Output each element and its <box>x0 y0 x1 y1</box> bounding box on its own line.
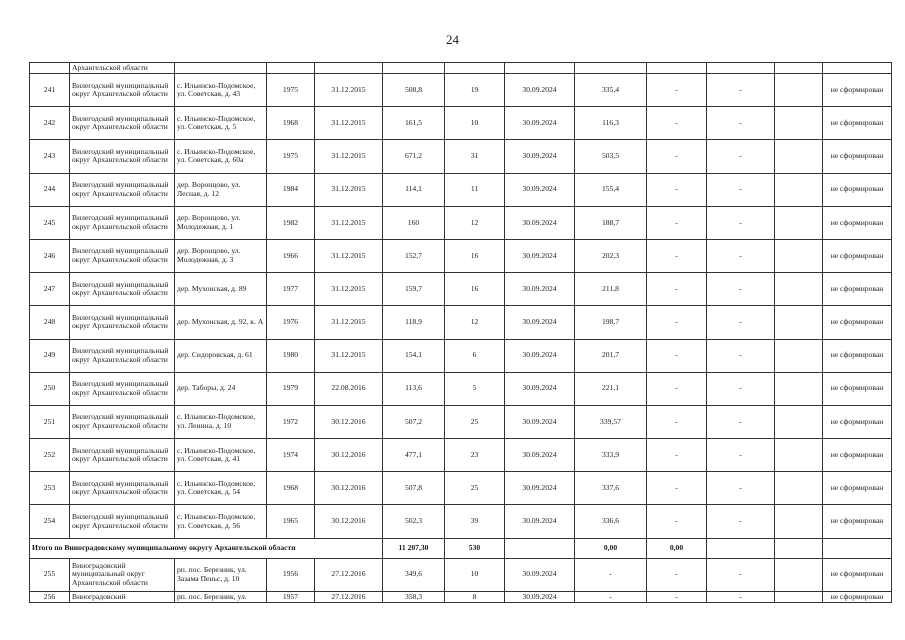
resettled-area-cell: 155,4 <box>575 173 647 206</box>
col10-cell: - <box>647 306 707 339</box>
recognition-date-cell: 27.12.2016 <box>315 591 383 602</box>
col10-cell: - <box>647 505 707 538</box>
recognition-date-cell: 30.12.2016 <box>315 405 383 438</box>
district-cell: Вилегодский муниципальный округ Архангельской области <box>70 140 175 173</box>
residents-cell: 25 <box>445 405 505 438</box>
status-cell: не сформирован <box>823 173 892 206</box>
row-number-cell: 252 <box>30 439 70 472</box>
area-cell: 508,8 <box>383 74 445 107</box>
resettled-area-cell: 221,1 <box>575 372 647 405</box>
row-number-cell: 243 <box>30 140 70 173</box>
col11-cell: - <box>707 558 775 591</box>
deadline-cell: 30.09.2024 <box>505 439 575 472</box>
residents-cell: 19 <box>445 74 505 107</box>
recognition-date-cell: 31.12.2015 <box>315 140 383 173</box>
row-number-cell: 246 <box>30 239 70 272</box>
row-number-cell: 254 <box>30 505 70 538</box>
col12-cell <box>775 273 823 306</box>
status-cell: не сформирован <box>823 439 892 472</box>
col12-cell <box>775 74 823 107</box>
status-cell: не сформирован <box>823 339 892 372</box>
col11-cell: - <box>707 472 775 505</box>
residents-cell: 8 <box>445 591 505 602</box>
deadline-cell: 30.09.2024 <box>505 591 575 602</box>
table-body <box>30 63 892 603</box>
row-number-cell: 249 <box>30 339 70 372</box>
table-row <box>30 140 892 173</box>
year-cell: 1976 <box>267 306 315 339</box>
address-cell: с. Ильинско-Подомское, ул. Советская, д. 5 <box>175 107 267 140</box>
row-number-cell: 241 <box>30 74 70 107</box>
year-cell: 1977 <box>267 273 315 306</box>
district-cell: Вилегодский муниципальный округ Архангельской области <box>70 273 175 306</box>
district-cell: Виноградовский <box>70 591 175 602</box>
deadline-cell: 30.09.2024 <box>505 173 575 206</box>
resettled-area-cell: 503,5 <box>575 140 647 173</box>
resettled-area-cell: 202,3 <box>575 239 647 272</box>
year-cell: 1957 <box>267 591 315 602</box>
total-label-cell: Итого по Виноградовскому муниципальному округу Архангельской области <box>30 538 383 558</box>
year-cell: 1972 <box>267 405 315 438</box>
deadline-cell: 30.09.2024 <box>505 372 575 405</box>
deadline-cell: 30.09.2024 <box>505 74 575 107</box>
area-cell: 161,5 <box>383 107 445 140</box>
status-cell: не сформирован <box>823 140 892 173</box>
col12-cell <box>775 538 823 558</box>
address-cell: дер. Сидоровская, д. 61 <box>175 339 267 372</box>
resettled-area-cell: - <box>575 558 647 591</box>
resettled-area-cell: 211,8 <box>575 273 647 306</box>
address-cell: дер. Мухонская, д. 89 <box>175 273 267 306</box>
residents-cell: 39 <box>445 505 505 538</box>
deadline-cell: 30.09.2024 <box>505 339 575 372</box>
resettled-area-cell: 337,6 <box>575 472 647 505</box>
recognition-date-cell: 31.12.2015 <box>315 107 383 140</box>
col11-cell: - <box>707 239 775 272</box>
col12-cell <box>775 173 823 206</box>
status-cell: не сформирован <box>823 558 892 591</box>
resettled-area-cell: - <box>575 591 647 602</box>
col12-cell <box>775 372 823 405</box>
table-row-partial <box>30 591 892 602</box>
address-cell: дер. Мухонская, д. 92, к. А <box>175 306 267 339</box>
address-cell: с. Ильинско-Подомское, ул. Ленина, д. 10 <box>175 405 267 438</box>
district-cell: Вилегодский муниципальный округ Архангельской области <box>70 339 175 372</box>
row-number-cell: 247 <box>30 273 70 306</box>
deadline-cell: 30.09.2024 <box>505 472 575 505</box>
year-cell: 1982 <box>267 206 315 239</box>
address-cell: с. Ильинско-Подомское, ул. Советская, д. 60а <box>175 140 267 173</box>
year-cell: 1979 <box>267 372 315 405</box>
col12-cell <box>775 339 823 372</box>
address-cell: дер. Таборы, д. 24 <box>175 372 267 405</box>
residents-cell: 23 <box>445 439 505 472</box>
housing-register-table <box>29 62 892 603</box>
district-cell: Вилегодский муниципальный округ Архангельской области <box>70 405 175 438</box>
area-cell: 507,8 <box>383 472 445 505</box>
recognition-date-cell: 30.12.2016 <box>315 505 383 538</box>
residents-cell: 10 <box>445 107 505 140</box>
col12-cell <box>775 472 823 505</box>
deadline-cell: 30.09.2024 <box>505 107 575 140</box>
area-cell: 349,6 <box>383 558 445 591</box>
status-cell <box>823 538 892 558</box>
recognition-date-cell: 31.12.2015 <box>315 239 383 272</box>
area-cell: 502,3 <box>383 505 445 538</box>
year-cell: 1975 <box>267 140 315 173</box>
deadline-cell: 30.09.2024 <box>505 140 575 173</box>
area-cell: 160 <box>383 206 445 239</box>
col10-cell: - <box>647 107 707 140</box>
col10-cell: - <box>647 173 707 206</box>
district-cell: Виноградовский муниципальный округ Архангельской области <box>70 558 175 591</box>
resettled-area-cell: 336,6 <box>575 505 647 538</box>
col12-cell <box>775 206 823 239</box>
status-cell: не сформирован <box>823 239 892 272</box>
residents-cell: 10 <box>445 558 505 591</box>
col12-cell <box>775 306 823 339</box>
status-cell: не сформирован <box>823 206 892 239</box>
col11-cell: - <box>707 74 775 107</box>
residents-cell: 16 <box>445 273 505 306</box>
deadline-cell: 30.09.2024 <box>505 206 575 239</box>
col10-cell: - <box>647 591 707 602</box>
col11-cell: - <box>707 372 775 405</box>
col11-cell: - <box>707 405 775 438</box>
total-residents-cell: 530 <box>445 538 505 558</box>
row-number-cell: 255 <box>30 558 70 591</box>
district-cell: Вилегодский муниципальный округ Архангельской области <box>70 306 175 339</box>
row-number-cell: 253 <box>30 472 70 505</box>
col12-cell <box>775 558 823 591</box>
area-cell: 113,6 <box>383 372 445 405</box>
district-cell: Вилегодский муниципальный округ Архангельской области <box>70 505 175 538</box>
deadline-cell: 30.09.2024 <box>505 273 575 306</box>
col12-cell <box>775 107 823 140</box>
col11-cell <box>707 538 775 558</box>
col11-cell: - <box>707 140 775 173</box>
total-area-cell: 11 207,30 <box>383 538 445 558</box>
col10-cell: - <box>647 372 707 405</box>
col11-cell: - <box>707 591 775 602</box>
col11-cell: - <box>707 439 775 472</box>
district-cell: Вилегодский муниципальный округ Архангельской области <box>70 439 175 472</box>
table-row <box>30 405 892 438</box>
district-cell: Вилегодский муниципальный округ Архангельской области <box>70 107 175 140</box>
address-cell: с. Ильинско-Подомское, ул. Советская, д. 43 <box>175 74 267 107</box>
col12-cell <box>775 591 823 602</box>
col10-cell: - <box>647 273 707 306</box>
address-cell: дер. Воронцово, ул. Молодежная, д. 3 <box>175 239 267 272</box>
col11-cell: - <box>707 339 775 372</box>
area-cell: 477,1 <box>383 439 445 472</box>
row-number-cell: 251 <box>30 405 70 438</box>
area-cell: 118,9 <box>383 306 445 339</box>
year-cell: 1968 <box>267 107 315 140</box>
row-number-cell: 256 <box>30 591 70 602</box>
residents-cell: 25 <box>445 472 505 505</box>
row-number-cell: 248 <box>30 306 70 339</box>
area-cell: 114,1 <box>383 173 445 206</box>
col11-cell: - <box>707 206 775 239</box>
row-number-cell: 250 <box>30 372 70 405</box>
residents-cell: 16 <box>445 239 505 272</box>
district-cell: Вилегодский муниципальный округ Архангельской области <box>70 239 175 272</box>
col11-cell: - <box>707 505 775 538</box>
col10-cell: - <box>647 405 707 438</box>
year-cell: 1980 <box>267 339 315 372</box>
residents-cell: 11 <box>445 173 505 206</box>
district-cell: Вилегодский муниципальный округ Архангельской области <box>70 206 175 239</box>
col11-cell: - <box>707 306 775 339</box>
table-row <box>30 439 892 472</box>
district-cell: Вилегодский муниципальный округ Архангельской области <box>70 372 175 405</box>
recognition-date-cell: 31.12.2015 <box>315 206 383 239</box>
address-cell: дер. Воронцово, ул. Молодежная, д. 1 <box>175 206 267 239</box>
area-cell: 152,7 <box>383 239 445 272</box>
status-cell: не сформирован <box>823 273 892 306</box>
table-row <box>30 173 892 206</box>
col12-cell <box>775 239 823 272</box>
deadline-cell: 30.09.2024 <box>505 405 575 438</box>
col10-cell: - <box>647 472 707 505</box>
status-cell: не сформирован <box>823 405 892 438</box>
area-cell: 507,2 <box>383 405 445 438</box>
residents-cell: 12 <box>445 206 505 239</box>
resettled-area-cell: 335,4 <box>575 74 647 107</box>
table-row <box>30 558 892 591</box>
deadline-cell <box>505 538 575 558</box>
table-row <box>30 472 892 505</box>
deadline-cell: 30.09.2024 <box>505 505 575 538</box>
recognition-date-cell: 31.12.2015 <box>315 173 383 206</box>
recognition-date-cell: 30.12.2016 <box>315 472 383 505</box>
total-resettled-cell: 0,00 <box>575 538 647 558</box>
address-cell: с. Ильинско-Подомское, ул. Советская, д. 41 <box>175 439 267 472</box>
year-cell: 1968 <box>267 472 315 505</box>
row-number-cell: 244 <box>30 173 70 206</box>
col11-cell: - <box>707 273 775 306</box>
year-cell: 1966 <box>267 239 315 272</box>
recognition-date-cell: 27.12.2016 <box>315 558 383 591</box>
deadline-cell: 30.09.2024 <box>505 306 575 339</box>
address-cell: рп. пос. Березник, ул. Зазама Пеньс, д. 10 <box>175 558 267 591</box>
resettled-area-cell: 333,9 <box>575 439 647 472</box>
table-row <box>30 107 892 140</box>
row-number-cell: 242 <box>30 107 70 140</box>
resettled-area-cell: 188,7 <box>575 206 647 239</box>
status-cell: не сформирован <box>823 505 892 538</box>
recognition-date-cell: 31.12.2015 <box>315 74 383 107</box>
col12-cell <box>775 505 823 538</box>
district-cell: Архангельской области <box>70 63 175 74</box>
table-row <box>30 273 892 306</box>
recognition-date-cell: 31.12.2015 <box>315 273 383 306</box>
table-row <box>30 339 892 372</box>
resettled-area-cell: 198,7 <box>575 306 647 339</box>
recognition-date-cell: 30.12.2016 <box>315 439 383 472</box>
total-row <box>30 538 892 558</box>
area-cell: 154,1 <box>383 339 445 372</box>
status-cell: не сформирован <box>823 372 892 405</box>
resettled-area-cell: 339,57 <box>575 405 647 438</box>
residents-cell: 5 <box>445 372 505 405</box>
col10-cell: - <box>647 439 707 472</box>
col10-cell: - <box>647 140 707 173</box>
year-cell: 1984 <box>267 173 315 206</box>
col10-cell: - <box>647 74 707 107</box>
address-cell: дер. Воронцово, ул. Лесная, д. 12 <box>175 173 267 206</box>
table-row-continued <box>30 63 892 74</box>
status-cell: не сформирован <box>823 472 892 505</box>
status-cell: не сформирован <box>823 306 892 339</box>
recognition-date-cell: 22.08.2016 <box>315 372 383 405</box>
table-row <box>30 239 892 272</box>
total-col10-cell: 0,00 <box>647 538 707 558</box>
address-cell: с. Ильинско-Подомское, ул. Советская, д. 56 <box>175 505 267 538</box>
col10-cell: - <box>647 239 707 272</box>
table-row <box>30 206 892 239</box>
year-cell: 1965 <box>267 505 315 538</box>
address-cell: рп. пос. Березник, ул. <box>175 591 267 602</box>
area-cell: 671,2 <box>383 140 445 173</box>
district-cell: Вилегодский муниципальный округ Архангельской области <box>70 173 175 206</box>
col12-cell <box>775 140 823 173</box>
status-cell: не сформирован <box>823 74 892 107</box>
recognition-date-cell: 31.12.2015 <box>315 339 383 372</box>
table-row <box>30 306 892 339</box>
col12-cell <box>775 439 823 472</box>
row-number-cell: 245 <box>30 206 70 239</box>
resettled-area-cell: 201,7 <box>575 339 647 372</box>
recognition-date-cell: 31.12.2015 <box>315 306 383 339</box>
col11-cell: - <box>707 107 775 140</box>
year-cell: 1956 <box>267 558 315 591</box>
col12-cell <box>775 405 823 438</box>
district-cell: Вилегодский муниципальный округ Архангельской области <box>70 472 175 505</box>
address-cell: с. Ильинско-Подомское, ул. Советская, д. 54 <box>175 472 267 505</box>
table-row <box>30 505 892 538</box>
table-row <box>30 74 892 107</box>
area-cell: 358,3 <box>383 591 445 602</box>
year-cell: 1974 <box>267 439 315 472</box>
table-row <box>30 372 892 405</box>
area-cell: 159,7 <box>383 273 445 306</box>
residents-cell: 6 <box>445 339 505 372</box>
page-number: 24 <box>446 32 459 47</box>
col11-cell: - <box>707 173 775 206</box>
residents-cell: 12 <box>445 306 505 339</box>
col10-cell: - <box>647 206 707 239</box>
district-cell: Вилегодский муниципальный округ Архангельской области <box>70 74 175 107</box>
col10-cell: - <box>647 339 707 372</box>
status-cell: не сформирован <box>823 591 892 602</box>
col10-cell: - <box>647 558 707 591</box>
deadline-cell: 30.09.2024 <box>505 239 575 272</box>
resettled-area-cell: 116,3 <box>575 107 647 140</box>
status-cell: не сформирован <box>823 107 892 140</box>
residents-cell: 31 <box>445 140 505 173</box>
year-cell: 1975 <box>267 74 315 107</box>
deadline-cell: 30.09.2024 <box>505 558 575 591</box>
